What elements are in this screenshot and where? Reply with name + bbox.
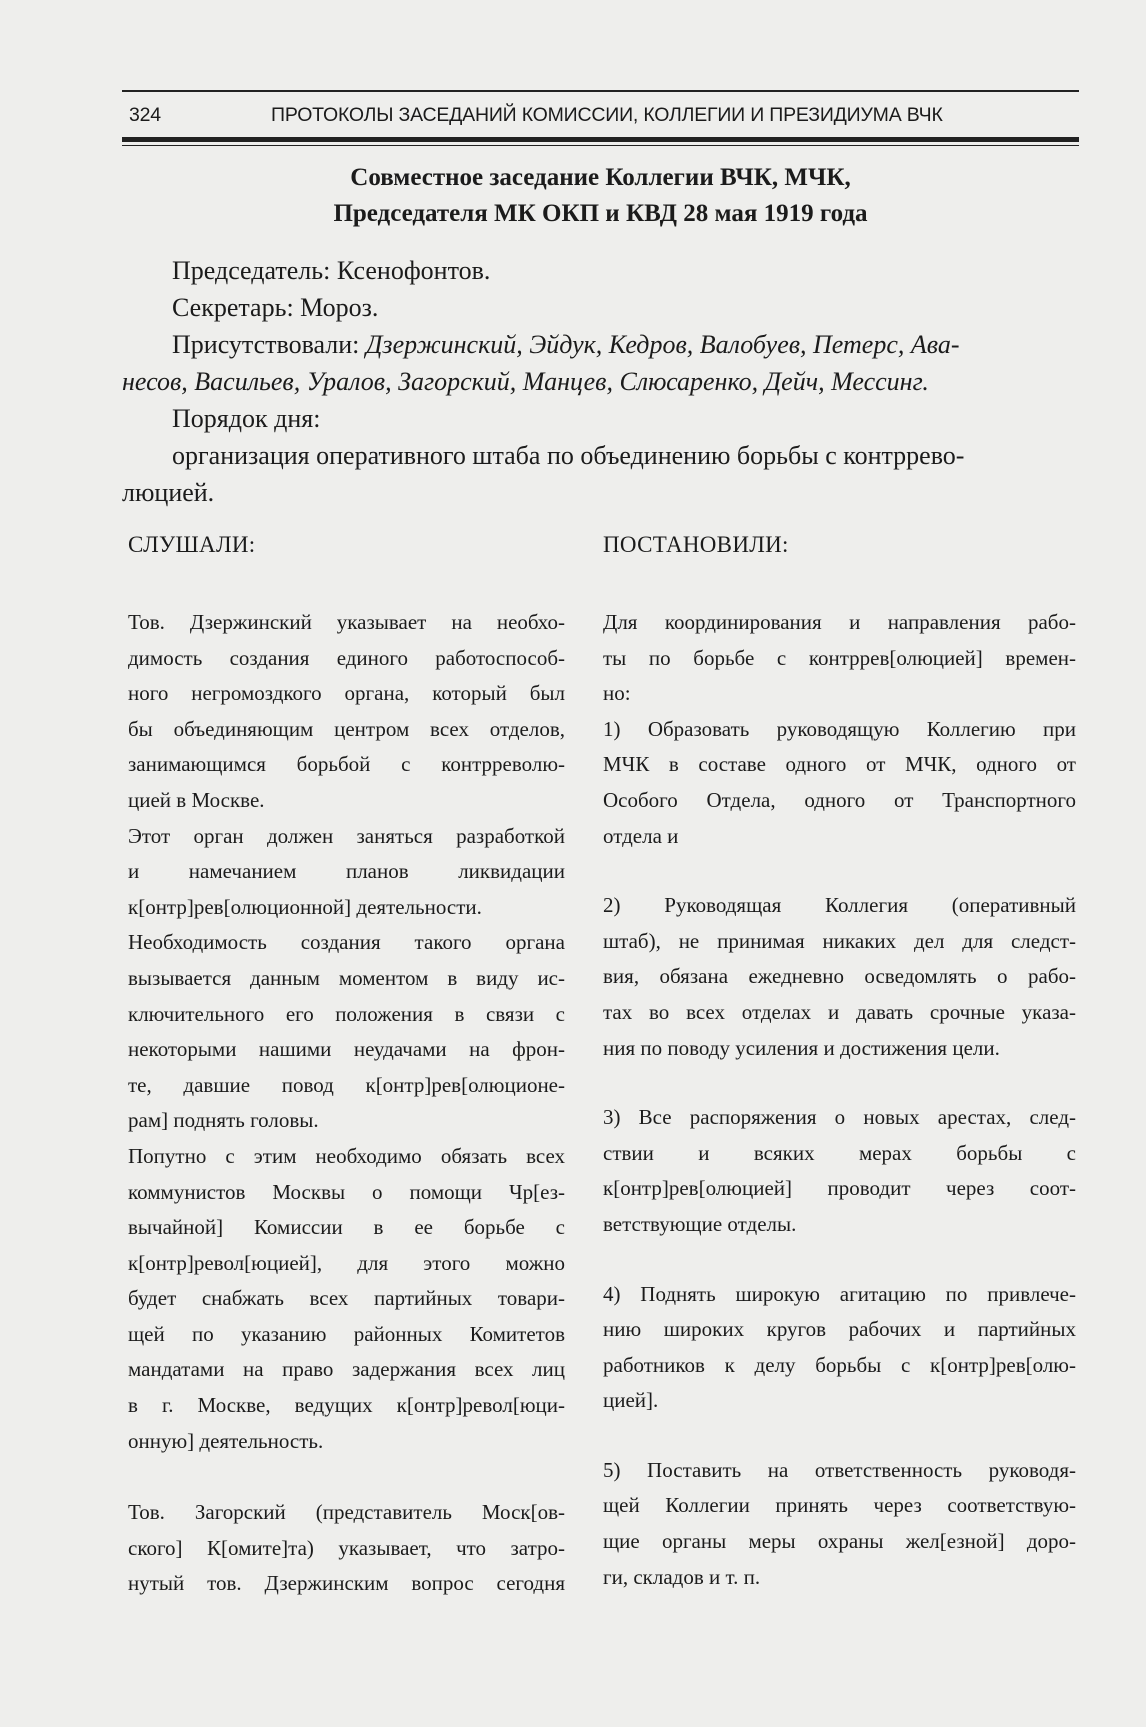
paragraph — [603, 1100, 1076, 1242]
text-line: щие органы меры охраны жел[езной] доро- — [603, 1529, 1076, 1554]
running-header — [129, 104, 1079, 127]
agenda-line-2: люцией. — [122, 478, 215, 507]
text-line: вычайной] Комиссии в ее борьбе с — [128, 1215, 565, 1240]
text-line: цией в Москве. — [128, 787, 265, 812]
paragraph — [128, 925, 565, 1139]
text-line: ния по поводу усиления и достижения цели. — [603, 1035, 1000, 1060]
text-line: нутый тов. Дзержинским вопрос сегодня — [128, 1571, 565, 1596]
text-line: Попутно с этим необходимо обязать всех — [128, 1143, 565, 1168]
present-line-2 — [122, 363, 1079, 400]
text-line: ключительного его положения в связи с — [128, 1001, 565, 1026]
present-names-1: Дзержинский, Эйдук, Кедров, Валобуев, Петерс, Ава- — [365, 330, 960, 359]
text-line: занимающимся борьбой с контрреволю- — [128, 752, 565, 777]
header-rule-top — [122, 90, 1079, 92]
header-rule-bottom — [122, 137, 1079, 142]
text-line: ветствующие отделы. — [603, 1211, 797, 1236]
text-line: ты по борьбе с контррев[олюцией] времен- — [603, 645, 1076, 670]
text-line: но: — [603, 681, 631, 706]
present-names-2: несов, Васильев, Уралов, Загорский, Манцев, Слюсаренко, Дейч, Мессинг. — [122, 367, 929, 396]
agenda-line-1: организация оперативного штаба по объединению борьбы с контррево- — [172, 441, 965, 470]
text-line: отдела и — [603, 823, 679, 848]
paragraph — [128, 819, 565, 926]
present-label: Присутствовали: — [172, 330, 360, 359]
text-line: в г. Москве, ведущих к[онтр]револ[юци- — [128, 1393, 565, 1418]
text-line: и намечанием планов ликвидации — [128, 859, 565, 884]
resolved-column — [603, 605, 1076, 1595]
paragraph — [603, 1277, 1076, 1419]
paragraph — [128, 605, 565, 819]
text-line: Тов. Дзержинский указывает на необхо- — [128, 610, 565, 634]
chair-line — [122, 252, 1079, 289]
paragraph — [128, 1139, 565, 1459]
session-title-line-1: Совместное заседание Коллегии ВЧК, МЧК, — [350, 164, 851, 191]
text-line: бы объединяющим центром всех отделов, — [128, 716, 565, 741]
text-line: димость создания единого работоспособ- — [128, 645, 565, 670]
text-line: вызывается данным моментом в виду ис- — [128, 965, 565, 990]
text-line: те, давшие повод к[онтр]рев[олюционе- — [128, 1072, 565, 1097]
agenda-label: Порядок дня: — [172, 404, 321, 433]
text-line: коммунистов Москвы о помощи Чр[ез- — [128, 1179, 565, 1204]
running-title: ПРОТОКОЛЫ ЗАСЕДАНИЙ КОМИССИИ, КОЛЛЕГИИ И ПРЕЗИДИУМА ВЧК — [271, 104, 943, 126]
text-line: тах во всех отделах и давать срочные указа- — [603, 999, 1076, 1024]
paragraph — [603, 1453, 1076, 1595]
text-line: ги, складов и т. п. — [603, 1564, 761, 1589]
text-line: работников к делу борьбы с к[онтр]рев[олю- — [603, 1352, 1076, 1377]
page-number: 324 — [129, 104, 161, 126]
paragraph — [603, 888, 1076, 1066]
text-line: щей по указанию районных Комитетов — [128, 1321, 565, 1346]
text-line: штаб), не принимая никаких дел для следст- — [603, 928, 1076, 953]
secretary-label: Секретарь: — [172, 293, 294, 322]
paragraph — [603, 605, 1076, 712]
text-line: Необходимость создания такого органа — [128, 930, 565, 955]
present-line — [122, 326, 1079, 363]
text-line: рам] поднять головы. — [128, 1108, 319, 1133]
text-line: вия, обязана ежедневно осведомлять о рабо- — [603, 964, 1076, 989]
chair-label: Председатель: — [172, 256, 331, 285]
text-line: нию широких кругов рабочих и партийных — [603, 1317, 1076, 1342]
text-line: Тов. Загорский (представитель Моск[ов- — [128, 1500, 565, 1525]
paragraph — [128, 1495, 565, 1602]
text-line: щей Коллегии принять через соответствую- — [603, 1493, 1076, 1518]
chair-name: Ксенофонтов. — [336, 256, 491, 285]
text-line: к[онтр]рев[олюционной] деятельности. — [128, 894, 482, 919]
text-line: к[онтр]револ[юцией], для этого можно — [128, 1250, 565, 1275]
text-line: ского] К[омите]та) указывает, что затро- — [128, 1535, 565, 1560]
text-line: 4) Поднять широкую агитацию по привлече- — [603, 1281, 1076, 1306]
text-line: 1) Образовать руководящую Коллегию при — [603, 716, 1076, 741]
header-rule-bottom-thin — [122, 145, 1079, 146]
text-line: 5) Поставить на ответственность руководя- — [603, 1457, 1076, 1482]
text-line: Для координирования и направления рабо- — [603, 610, 1076, 634]
text-line: к[онтр]рев[олюцией] проводит через соот- — [603, 1176, 1076, 1201]
session-title — [122, 160, 1079, 232]
text-line: некоторыми нашими неудачами на фрон- — [128, 1037, 565, 1062]
heard-heading: СЛУШАЛИ: — [128, 532, 256, 557]
session-meta — [122, 252, 1079, 511]
text-line: Этот орган должен заняться разработкой — [128, 823, 565, 848]
paragraph — [603, 712, 1076, 854]
secretary-line — [122, 289, 1079, 326]
text-line: цией]. — [603, 1388, 659, 1413]
text-line: 3) Все распоряжения о новых арестах, след- — [603, 1105, 1076, 1130]
session-title-line-2: Председателя МК ОКП и КВД 28 мая 1919 года — [333, 200, 868, 227]
text-line: МЧК в составе одного от МЧК, одного от — [603, 752, 1076, 777]
text-line: будет снабжать всех партийных товари- — [128, 1286, 565, 1311]
text-line: Особого Отдела, одного от Транспортного — [603, 787, 1076, 812]
text-line: ствии и всяких мерах борьбы с — [603, 1140, 1076, 1165]
secretary-name: Мороз. — [300, 293, 379, 322]
text-line: онную] деятельность. — [128, 1428, 324, 1453]
text-line: 2) Руководящая Коллегия (оперативный — [603, 893, 1076, 918]
heard-column — [128, 605, 565, 1602]
text-line: мандатами на право задержания всех лиц — [128, 1357, 565, 1382]
resolved-heading: ПОСТАНОВИЛИ: — [603, 532, 789, 557]
text-line: ного негромоздкого органа, который был — [128, 681, 565, 706]
